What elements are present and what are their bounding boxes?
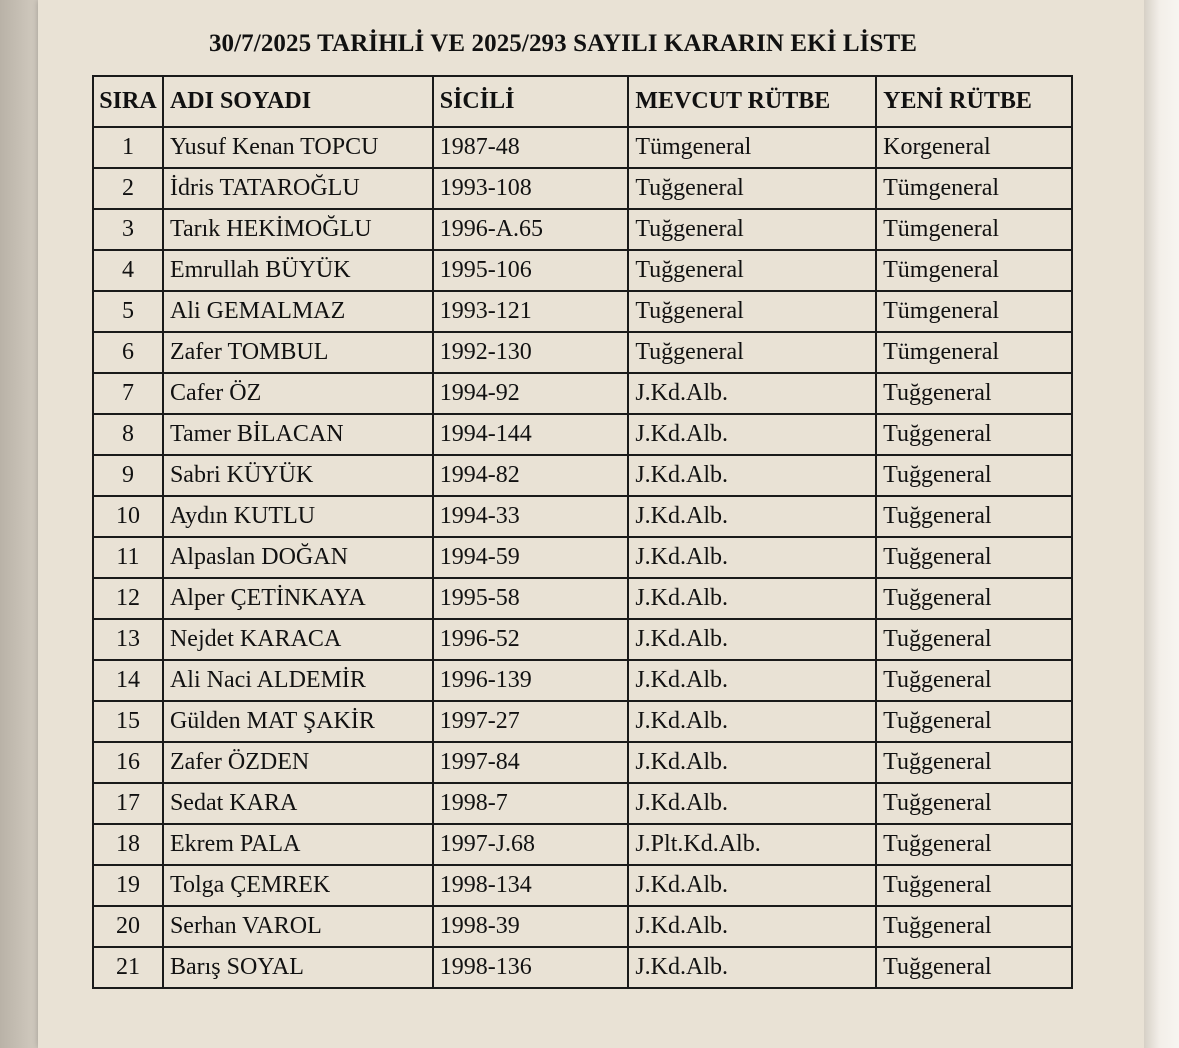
cell-name: İdris TATAROĞLU: [163, 168, 433, 209]
document-title: [38, 30, 1144, 58]
cell-current-rank: J.Kd.Alb.: [628, 783, 876, 824]
cell-name: Ekrem PALA: [163, 824, 433, 865]
cell-current-rank: J.Plt.Kd.Alb.: [628, 824, 876, 865]
cell-name: Alper ÇETİNKAYA: [163, 578, 433, 619]
cell-sira: 4: [93, 250, 163, 291]
cell-new-rank: Tuğgeneral: [876, 865, 1072, 906]
table-row: [93, 947, 1072, 988]
document-title-text: 30/7/2025 TARİHLİ VE 2025/293 SAYILI KARARIN EKİ LİSTE: [208, 30, 918, 57]
table-row: [93, 865, 1072, 906]
cell-new-rank: Tuğgeneral: [876, 414, 1072, 455]
cell-current-rank: J.Kd.Alb.: [628, 619, 876, 660]
table-row: [93, 537, 1072, 578]
cell-sicil: 1993-121: [433, 291, 629, 332]
right-page-edge: [1144, 0, 1179, 1048]
table-row: [93, 127, 1072, 168]
cell-sira: 21: [93, 947, 163, 988]
cell-sira: 5: [93, 291, 163, 332]
cell-new-rank: Korgeneral: [876, 127, 1072, 168]
cell-current-rank: Tuğgeneral: [628, 291, 876, 332]
cell-sira: 10: [93, 496, 163, 537]
cell-sira: 2: [93, 168, 163, 209]
cell-sira: 20: [93, 906, 163, 947]
table-row: [93, 742, 1072, 783]
cell-new-rank: Tuğgeneral: [876, 537, 1072, 578]
cell-name: Barış SOYAL: [163, 947, 433, 988]
left-page-edge: [0, 0, 38, 1048]
cell-name: Tolga ÇEMREK: [163, 865, 433, 906]
cell-name: Gülden MAT ŞAKİR: [163, 701, 433, 742]
header-new-rank: YENİ RÜTBE: [876, 76, 1072, 127]
cell-sicil: 1998-134: [433, 865, 629, 906]
header-sicil: SİCİLİ: [433, 76, 629, 127]
cell-sicil: 1997-84: [433, 742, 629, 783]
table-header: [93, 76, 1072, 127]
header-current-rank: MEVCUT RÜTBE: [628, 76, 876, 127]
cell-current-rank: Tümgeneral: [628, 127, 876, 168]
cell-sira: 14: [93, 660, 163, 701]
document-page: [38, 0, 1144, 1048]
cell-sira: 6: [93, 332, 163, 373]
cell-name: Serhan VAROL: [163, 906, 433, 947]
cell-sira: 3: [93, 209, 163, 250]
cell-new-rank: Tuğgeneral: [876, 947, 1072, 988]
cell-new-rank: Tümgeneral: [876, 291, 1072, 332]
cell-current-rank: J.Kd.Alb.: [628, 660, 876, 701]
cell-current-rank: J.Kd.Alb.: [628, 701, 876, 742]
cell-current-rank: Tuğgeneral: [628, 332, 876, 373]
cell-current-rank: J.Kd.Alb.: [628, 742, 876, 783]
cell-current-rank: J.Kd.Alb.: [628, 906, 876, 947]
cell-sicil: 1994-144: [433, 414, 629, 455]
cell-new-rank: Tuğgeneral: [876, 742, 1072, 783]
table-body: [93, 127, 1072, 988]
cell-name: Sedat KARA: [163, 783, 433, 824]
cell-sicil: 1998-136: [433, 947, 629, 988]
table-row: [93, 373, 1072, 414]
table-row: [93, 209, 1072, 250]
cell-new-rank: Tuğgeneral: [876, 619, 1072, 660]
cell-sicil: 1998-39: [433, 906, 629, 947]
table-row: [93, 414, 1072, 455]
cell-name: Zafer ÖZDEN: [163, 742, 433, 783]
cell-name: Yusuf Kenan TOPCU: [163, 127, 433, 168]
cell-name: Ali GEMALMAZ: [163, 291, 433, 332]
cell-current-rank: Tuğgeneral: [628, 250, 876, 291]
cell-name: Zafer TOMBUL: [163, 332, 433, 373]
header-sira: SIRA: [93, 76, 163, 127]
cell-new-rank: Tümgeneral: [876, 209, 1072, 250]
cell-name: Alpaslan DOĞAN: [163, 537, 433, 578]
cell-sicil: 1993-108: [433, 168, 629, 209]
cell-name: Aydın KUTLU: [163, 496, 433, 537]
cell-sicil: 1995-106: [433, 250, 629, 291]
cell-sira: 7: [93, 373, 163, 414]
cell-current-rank: J.Kd.Alb.: [628, 373, 876, 414]
cell-sicil: 1996-52: [433, 619, 629, 660]
cell-sicil: 1994-33: [433, 496, 629, 537]
cell-sicil: 1998-7: [433, 783, 629, 824]
cell-new-rank: Tümgeneral: [876, 332, 1072, 373]
cell-sicil: 1994-92: [433, 373, 629, 414]
cell-current-rank: J.Kd.Alb.: [628, 414, 876, 455]
table-row: [93, 496, 1072, 537]
cell-sicil: 1994-82: [433, 455, 629, 496]
table-row: [93, 332, 1072, 373]
cell-name: Cafer ÖZ: [163, 373, 433, 414]
cell-name: Tamer BİLACAN: [163, 414, 433, 455]
cell-current-rank: Tuğgeneral: [628, 209, 876, 250]
cell-new-rank: Tuğgeneral: [876, 824, 1072, 865]
table-row: [93, 824, 1072, 865]
cell-new-rank: Tuğgeneral: [876, 783, 1072, 824]
cell-new-rank: Tuğgeneral: [876, 373, 1072, 414]
cell-sira: 12: [93, 578, 163, 619]
cell-current-rank: J.Kd.Alb.: [628, 455, 876, 496]
cell-sira: 19: [93, 865, 163, 906]
cell-sicil: 1995-58: [433, 578, 629, 619]
cell-sicil: 1994-59: [433, 537, 629, 578]
table-row: [93, 250, 1072, 291]
cell-name: Ali Naci ALDEMİR: [163, 660, 433, 701]
cell-sira: 13: [93, 619, 163, 660]
table-row: [93, 660, 1072, 701]
promotion-list-table: [92, 75, 1073, 989]
cell-new-rank: Tuğgeneral: [876, 496, 1072, 537]
cell-name: Nejdet KARACA: [163, 619, 433, 660]
cell-current-rank: Tuğgeneral: [628, 168, 876, 209]
cell-new-rank: Tuğgeneral: [876, 455, 1072, 496]
table-row: [93, 701, 1072, 742]
cell-name: Tarık HEKİMOĞLU: [163, 209, 433, 250]
cell-new-rank: Tuğgeneral: [876, 578, 1072, 619]
cell-sira: 16: [93, 742, 163, 783]
cell-sira: 1: [93, 127, 163, 168]
table-row: [93, 455, 1072, 496]
cell-sicil: 1997-J.68: [433, 824, 629, 865]
cell-current-rank: J.Kd.Alb.: [628, 947, 876, 988]
table-row: [93, 906, 1072, 947]
table-row: [93, 168, 1072, 209]
cell-sicil: 1996-139: [433, 660, 629, 701]
table-row: [93, 783, 1072, 824]
cell-current-rank: J.Kd.Alb.: [628, 537, 876, 578]
cell-sicil: 1992-130: [433, 332, 629, 373]
cell-sira: 17: [93, 783, 163, 824]
cell-name: Emrullah BÜYÜK: [163, 250, 433, 291]
cell-sira: 11: [93, 537, 163, 578]
table-row: [93, 619, 1072, 660]
cell-sira: 15: [93, 701, 163, 742]
cell-sira: 18: [93, 824, 163, 865]
cell-name: Sabri KÜYÜK: [163, 455, 433, 496]
header-name: ADI SOYADI: [163, 76, 433, 127]
table-row: [93, 578, 1072, 619]
cell-sira: 9: [93, 455, 163, 496]
table-row: [93, 291, 1072, 332]
cell-current-rank: J.Kd.Alb.: [628, 865, 876, 906]
cell-new-rank: Tuğgeneral: [876, 906, 1072, 947]
cell-new-rank: Tuğgeneral: [876, 660, 1072, 701]
cell-current-rank: J.Kd.Alb.: [628, 496, 876, 537]
cell-sicil: 1996-A.65: [433, 209, 629, 250]
cell-new-rank: Tümgeneral: [876, 168, 1072, 209]
cell-sicil: 1987-48: [433, 127, 629, 168]
cell-new-rank: Tümgeneral: [876, 250, 1072, 291]
table-header-row: [93, 76, 1072, 127]
cell-sicil: 1997-27: [433, 701, 629, 742]
cell-sira: 8: [93, 414, 163, 455]
cell-current-rank: J.Kd.Alb.: [628, 578, 876, 619]
cell-new-rank: Tuğgeneral: [876, 701, 1072, 742]
